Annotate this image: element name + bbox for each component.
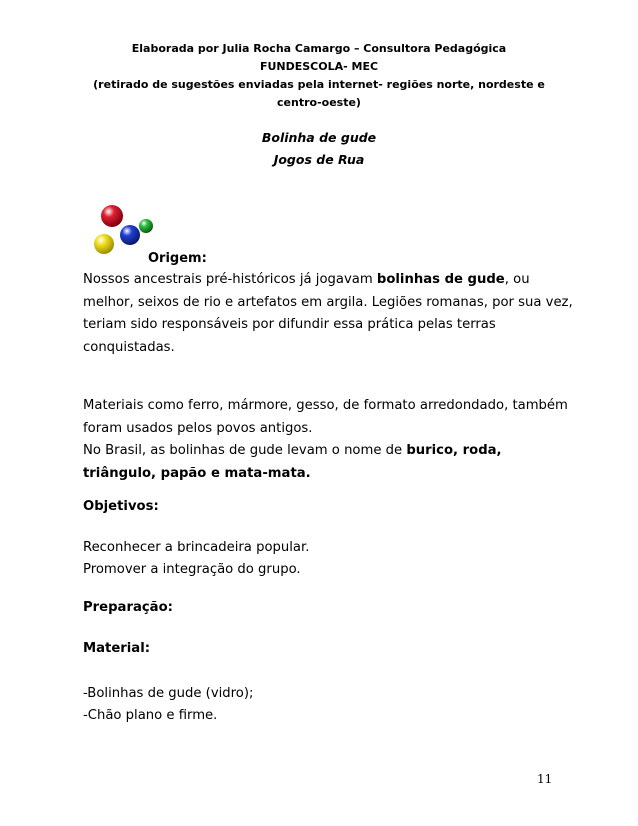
header-source — [60, 76, 578, 112]
origem-paragraph-2 — [83, 395, 573, 485]
material-item-2: -Chão plano e firme. — [83, 708, 218, 723]
yellow-marble-icon — [94, 234, 114, 254]
page-number: 11 — [537, 772, 553, 786]
origem-text-a: Nossos ancestrais pré-históricos já jogavam — [83, 272, 377, 287]
objetivos-heading: Objetivos: — [83, 499, 159, 514]
green-marble-icon — [139, 219, 153, 233]
header-source-line1: (retirado de sugestões enviadas pela internet- regiões norte, nordeste e — [93, 78, 545, 91]
brazil-names-text: No Brasil, as bolinhas de gude levam o nome de — [83, 443, 407, 458]
origem-text-bold: bolinhas de gude — [376, 272, 505, 287]
red-marble-icon — [101, 205, 123, 227]
objetivo-item-1: Reconhecer a brincadeira popular. — [83, 540, 310, 555]
objetivo-item-2: Promover a integração do grupo. — [83, 562, 301, 577]
header-source-line2: centro-oeste) — [277, 96, 361, 109]
brazil-names-bold: burico, roda, triângulo, papão e mata-mata. — [83, 443, 502, 481]
origem-heading: Origem: — [148, 251, 207, 266]
marbles-illustration — [92, 202, 154, 256]
material-item-1: -Bolinhas de gude (vidro); — [83, 686, 254, 701]
materials-text: Materiais como ferro, mármore, gesso, de formato arredondado, também foram usados pelos povos antigos. — [83, 398, 568, 436]
preparacao-heading: Preparação: — [83, 600, 173, 615]
blue-marble-icon — [120, 225, 140, 245]
page-title: Bolinha de gude — [261, 130, 377, 145]
page-subtitle: Jogos de Rua — [273, 152, 365, 167]
header-author: Elaborada por Julia Rocha Camargo – Consultora Pedagógica — [131, 42, 507, 55]
origem-paragraph-1 — [83, 269, 573, 359]
header-org: FUNDESCOLA- MEC — [259, 60, 379, 73]
origem-text-c: , ou melhor, seixos de rio e artefatos em argila. Legiões romanas, por sua vez, teriam sido responsáveis por difundir essa prática pelas terras conquistadas. — [83, 272, 573, 355]
material-heading: Material: — [83, 641, 150, 656]
